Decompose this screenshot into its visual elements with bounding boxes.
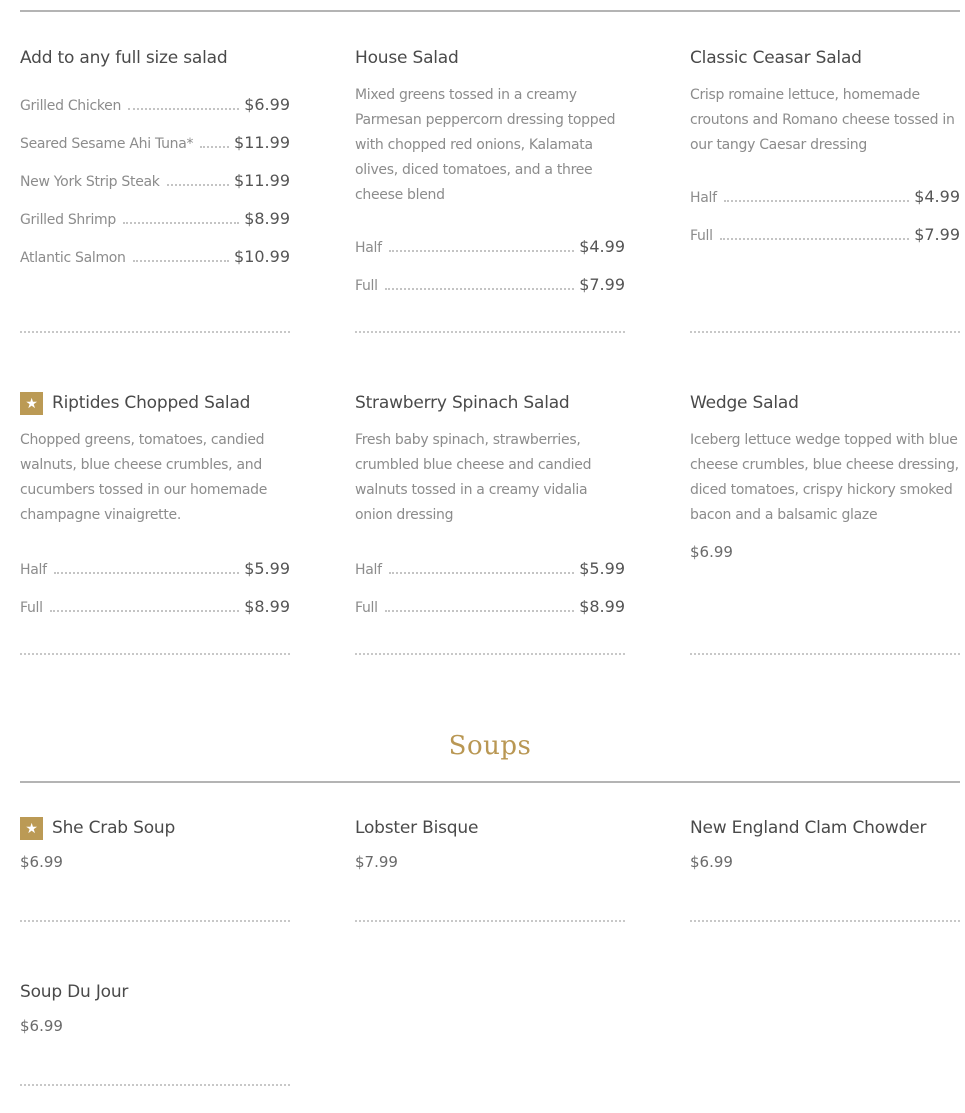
addon-price: $11.99 bbox=[234, 133, 290, 152]
size-label: Half bbox=[20, 562, 47, 578]
leader-dots bbox=[385, 287, 574, 290]
item-price: $6.99 bbox=[690, 543, 733, 561]
size-row bbox=[355, 218, 625, 256]
item-title: Lobster Bisque bbox=[355, 818, 479, 838]
item-divider bbox=[20, 1084, 290, 1086]
star-icon: ★ bbox=[20, 392, 43, 415]
size-label: Full bbox=[20, 600, 43, 616]
size-price: $4.99 bbox=[914, 187, 960, 206]
item-description: Crisp romaine lettuce, homemade croutons and Romano cheese tossed in our tangy Caesar dressing bbox=[690, 87, 955, 153]
size-list bbox=[355, 540, 625, 616]
addon-label: Atlantic Salmon bbox=[20, 250, 126, 266]
leader-dots bbox=[200, 145, 229, 148]
addon-row bbox=[20, 152, 290, 190]
item-description: Chopped greens, tomatoes, candied walnuts, blue cheese crumbles, and cucumbers tossed in our homemade champagne vinaigrette. bbox=[20, 432, 268, 523]
size-price: $8.99 bbox=[579, 597, 625, 616]
size-price: $7.99 bbox=[914, 225, 960, 244]
addon-price: $11.99 bbox=[234, 171, 290, 190]
strawberry-salad-card bbox=[355, 393, 625, 616]
addon-label: Grilled Chicken bbox=[20, 98, 122, 114]
lobster-bisque-card bbox=[355, 818, 625, 871]
leader-dots bbox=[133, 259, 229, 262]
size-row bbox=[20, 540, 290, 578]
item-divider bbox=[690, 653, 960, 655]
she-crab-soup-card bbox=[20, 818, 290, 871]
soups-heading: Soups bbox=[448, 731, 532, 761]
wedge-salad-card bbox=[690, 393, 960, 561]
addon-row bbox=[20, 228, 290, 266]
addon-price: $8.99 bbox=[244, 209, 290, 228]
leader-dots bbox=[389, 571, 574, 574]
addon-row bbox=[20, 114, 290, 152]
item-description: Fresh baby spinach, strawberries, crumbled blue cheese and candied walnuts tossed in a creamy vidalia onion dressing bbox=[355, 432, 592, 523]
size-list bbox=[355, 218, 625, 294]
leader-dots bbox=[720, 237, 909, 240]
addons-title: Add to any full size salad bbox=[20, 48, 228, 68]
item-title bbox=[20, 818, 290, 838]
size-list bbox=[690, 168, 960, 244]
item-divider bbox=[690, 331, 960, 333]
size-label: Full bbox=[690, 228, 713, 244]
addon-label: Seared Sesame Ahi Tuna* bbox=[20, 136, 194, 152]
item-title: Strawberry Spinach Salad bbox=[355, 393, 570, 413]
size-price: $8.99 bbox=[244, 597, 290, 616]
item-description: Iceberg lettuce wedge topped with blue cheese crumbles, blue cheese dressing, diced tomatoes, crispy hickory smoked bacon and a balsamic glaze bbox=[690, 432, 959, 523]
addon-row bbox=[20, 76, 290, 114]
soup-du-jour-card bbox=[20, 982, 290, 1035]
leader-dots bbox=[389, 249, 574, 252]
caesar-salad-card bbox=[690, 48, 960, 244]
addon-price: $10.99 bbox=[234, 247, 290, 266]
addon-label: Grilled Shrimp bbox=[20, 212, 116, 228]
item-divider bbox=[355, 653, 625, 655]
size-row bbox=[355, 256, 625, 294]
size-price: $5.99 bbox=[244, 559, 290, 578]
item-price: $6.99 bbox=[20, 1017, 63, 1035]
item-divider bbox=[355, 920, 625, 922]
item-title: Wedge Salad bbox=[690, 393, 799, 413]
star-icon: ★ bbox=[20, 817, 43, 840]
addon-label: New York Strip Steak bbox=[20, 174, 160, 190]
size-row bbox=[690, 168, 960, 206]
item-title: House Salad bbox=[355, 48, 459, 68]
chopped-salad-card bbox=[20, 393, 290, 616]
item-price: $7.99 bbox=[355, 853, 398, 871]
addons-card bbox=[20, 48, 290, 266]
item-divider bbox=[20, 653, 290, 655]
leader-dots bbox=[123, 221, 239, 224]
item-divider bbox=[690, 920, 960, 922]
leader-dots bbox=[167, 183, 229, 186]
item-title bbox=[20, 393, 290, 413]
house-salad-card bbox=[355, 48, 625, 294]
size-row bbox=[355, 578, 625, 616]
item-divider bbox=[20, 331, 290, 333]
item-title: New England Clam Chowder bbox=[690, 818, 927, 838]
clam-chowder-card bbox=[690, 818, 960, 871]
item-divider bbox=[355, 331, 625, 333]
size-label: Half bbox=[355, 562, 382, 578]
item-price: $6.99 bbox=[690, 853, 733, 871]
size-list bbox=[20, 540, 290, 616]
leader-dots bbox=[54, 571, 239, 574]
item-title: Soup Du Jour bbox=[20, 982, 129, 1002]
item-title: Classic Ceasar Salad bbox=[690, 48, 862, 68]
item-price: $6.99 bbox=[20, 853, 63, 871]
size-label: Half bbox=[355, 240, 382, 256]
leader-dots bbox=[385, 609, 574, 612]
leader-dots bbox=[724, 199, 909, 202]
addon-price: $6.99 bbox=[244, 95, 290, 114]
leader-dots bbox=[50, 609, 239, 612]
size-row bbox=[20, 578, 290, 616]
item-title-text: She Crab Soup bbox=[52, 818, 176, 838]
top-divider bbox=[20, 10, 960, 12]
addon-row bbox=[20, 190, 290, 228]
size-price: $7.99 bbox=[579, 275, 625, 294]
leader-dots bbox=[128, 107, 239, 110]
item-title-text: Riptides Chopped Salad bbox=[52, 393, 251, 413]
size-label: Half bbox=[690, 190, 717, 206]
size-price: $4.99 bbox=[579, 237, 625, 256]
size-row bbox=[355, 540, 625, 578]
size-price: $5.99 bbox=[579, 559, 625, 578]
item-description: Mixed greens tossed in a creamy Parmesan peppercorn dressing topped with chopped red onions, Kalamata olives, diced tomatoes, and a three cheese blend bbox=[355, 87, 616, 203]
addons-list bbox=[20, 76, 290, 266]
item-divider bbox=[20, 920, 290, 922]
soups-divider bbox=[20, 781, 960, 783]
size-label: Full bbox=[355, 600, 378, 616]
size-row bbox=[690, 206, 960, 244]
size-label: Full bbox=[355, 278, 378, 294]
